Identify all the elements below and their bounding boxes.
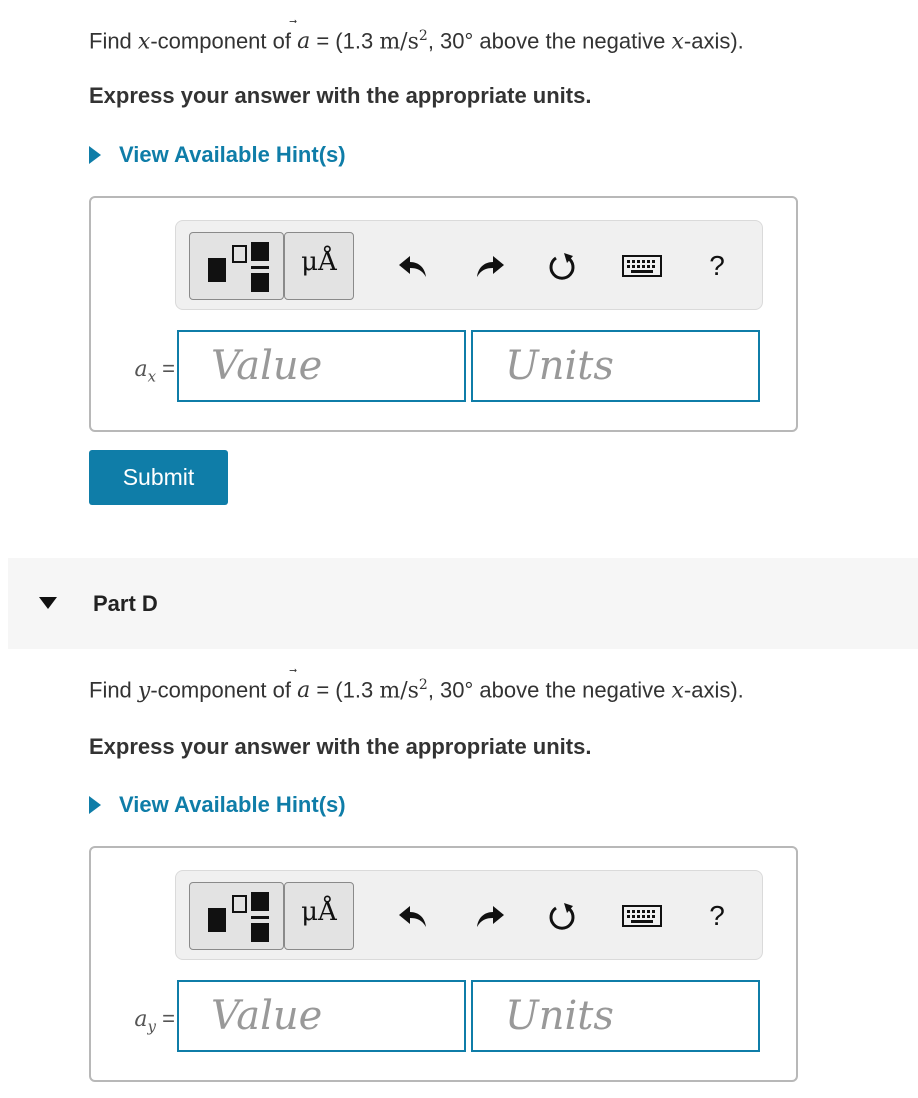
units-input[interactable]: Units [471, 980, 760, 1052]
part-c-hint-link[interactable] [89, 142, 346, 168]
part-title: Part D [93, 591, 158, 616]
reset-icon [546, 250, 578, 282]
redo-icon [474, 901, 506, 931]
keyboard-icon [622, 255, 662, 277]
prompt-axis: x [671, 29, 684, 55]
templates-icon [190, 883, 283, 949]
keyboard-icon [622, 905, 662, 927]
units-button[interactable] [284, 232, 354, 300]
part-c-instruction: Express your answer with the appropriate units. [89, 83, 592, 108]
prompt-text: Find [89, 28, 138, 54]
part-c-prompt [89, 28, 744, 54]
units-input[interactable]: Units [471, 330, 760, 402]
value-input[interactable]: Value [177, 980, 466, 1052]
prompt-text: , 30° above the negative [427, 28, 672, 54]
prompt-text: -axis). [683, 28, 744, 54]
part-d-prompt [89, 677, 744, 703]
units-icon: μÅ [301, 247, 337, 277]
math-toolbar [175, 220, 763, 310]
vector-a: a [297, 29, 311, 55]
undo-icon [397, 901, 429, 931]
undo-button[interactable] [396, 899, 430, 933]
hint-label: View Available Hint(s) [119, 142, 346, 167]
undo-icon [397, 251, 429, 281]
expand-triangle-icon [89, 796, 101, 814]
keyboard-button[interactable] [622, 899, 662, 933]
hint-label: View Available Hint(s) [119, 792, 346, 817]
vector-a: a [297, 678, 311, 704]
collapse-triangle-icon [39, 597, 57, 609]
redo-button[interactable] [473, 249, 507, 283]
part-d-hint-link[interactable] [89, 792, 346, 818]
redo-icon [474, 251, 506, 281]
math-toolbar [175, 870, 763, 960]
prompt-variable: y [137, 678, 151, 704]
part-d-answer-box [89, 846, 798, 1082]
templates-button[interactable] [189, 232, 284, 300]
prompt-text: , 30° above the negative [427, 677, 672, 703]
reset-icon [546, 900, 578, 932]
keyboard-button[interactable] [622, 249, 662, 283]
prompt-unit: m/s [379, 29, 419, 55]
answer-label: $a_x$ = [134, 356, 175, 386]
reset-button[interactable] [545, 249, 579, 283]
prompt-text: = (1.3 [310, 28, 380, 54]
submit-button[interactable]: Submit [89, 450, 228, 505]
units-button[interactable] [284, 882, 354, 950]
redo-button[interactable] [473, 899, 507, 933]
help-button[interactable] [700, 899, 734, 933]
prompt-text: -axis). [683, 677, 744, 703]
prompt-exponent: 2 [418, 677, 428, 693]
prompt-variable: x [137, 29, 151, 55]
prompt-unit: m/s [379, 678, 419, 704]
help-button[interactable] [700, 249, 734, 283]
answer-label: $a_y$ = [134, 1006, 175, 1036]
templates-button[interactable] [189, 882, 284, 950]
prompt-text: -component of [150, 677, 298, 703]
help-icon: ? [709, 250, 725, 281]
units-icon: μÅ [301, 897, 337, 927]
part-d-header[interactable] [8, 558, 918, 649]
prompt-text: -component of [150, 28, 298, 54]
prompt-exponent: 2 [418, 28, 428, 44]
part-c-answer-box [89, 196, 798, 432]
prompt-text: = (1.3 [310, 677, 380, 703]
value-input[interactable]: Value [177, 330, 466, 402]
expand-triangle-icon [89, 146, 101, 164]
templates-icon [190, 233, 283, 299]
part-d-instruction: Express your answer with the appropriate units. [89, 734, 592, 759]
reset-button[interactable] [545, 899, 579, 933]
help-icon: ? [709, 900, 725, 931]
prompt-axis: x [671, 678, 684, 704]
undo-button[interactable] [396, 249, 430, 283]
prompt-text: Find [89, 677, 138, 703]
